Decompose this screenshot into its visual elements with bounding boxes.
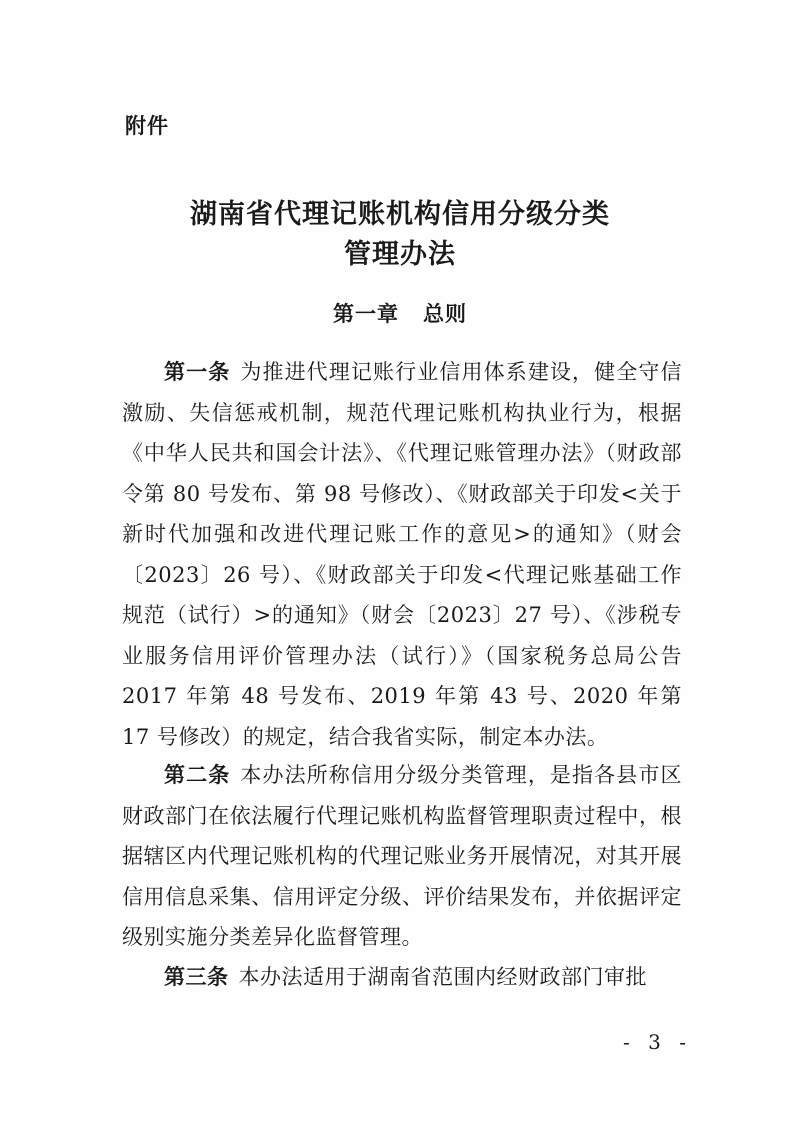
article-3 (122, 957, 682, 998)
attachment-label: 附件 (125, 114, 169, 138)
article-label: 第三条 (164, 965, 229, 989)
article-text: 本办法所称信用分级分类管理，是指各县市区财政部门在依法履行代理记账机构监督管理职责过程中，根据辖区内代理记账机构的代理记账业务开展情况，对其开展信用信息采集、信用评定分级、评价结果发布，并依据评定级别实施分类差异化监督管理。 (122, 763, 683, 949)
chapter-title: 总则 (423, 302, 467, 326)
article-text: 本办法适用于湖南省范围内经财政部门审批 (238, 965, 647, 989)
chapter-heading (0, 298, 800, 328)
article-text: 为推进代理记账行业信用体系建设，健全守信激励、失信惩戒机制，规范代理记账机构执业行为，根据《中华人民共和国会计法》、《代理记账管理办法》（财政部令第 80 号发布、第 98 号修改）、《财政部关于印发<关于新时代加强和改进代理记账工作的意见>的通知》（财会〔2023〕26 号）、《财政部关于印发<代理记账基础工作规范（试行）>的通知》（财会〔2023〕27 号）、《涉税专业服务信用评价管理办法（试行）》（国家税务总局公告 2017 年第 48 号发布、2019 年第 43 号、2020 年第 17 号修改）的规定，结合我省实际，制定本办法。 (122, 360, 683, 749)
document-title-line-1: 湖南省代理记账机构信用分级分类 (190, 199, 610, 230)
document-title-line-2: 管理办法 (344, 239, 456, 270)
article-2 (122, 755, 682, 958)
article-1 (122, 352, 682, 757)
page-number: - 3 - (623, 1030, 692, 1054)
article-label: 第二条 (164, 763, 231, 787)
article-label: 第一条 (164, 360, 231, 384)
chapter-number: 第一章 (333, 302, 399, 326)
